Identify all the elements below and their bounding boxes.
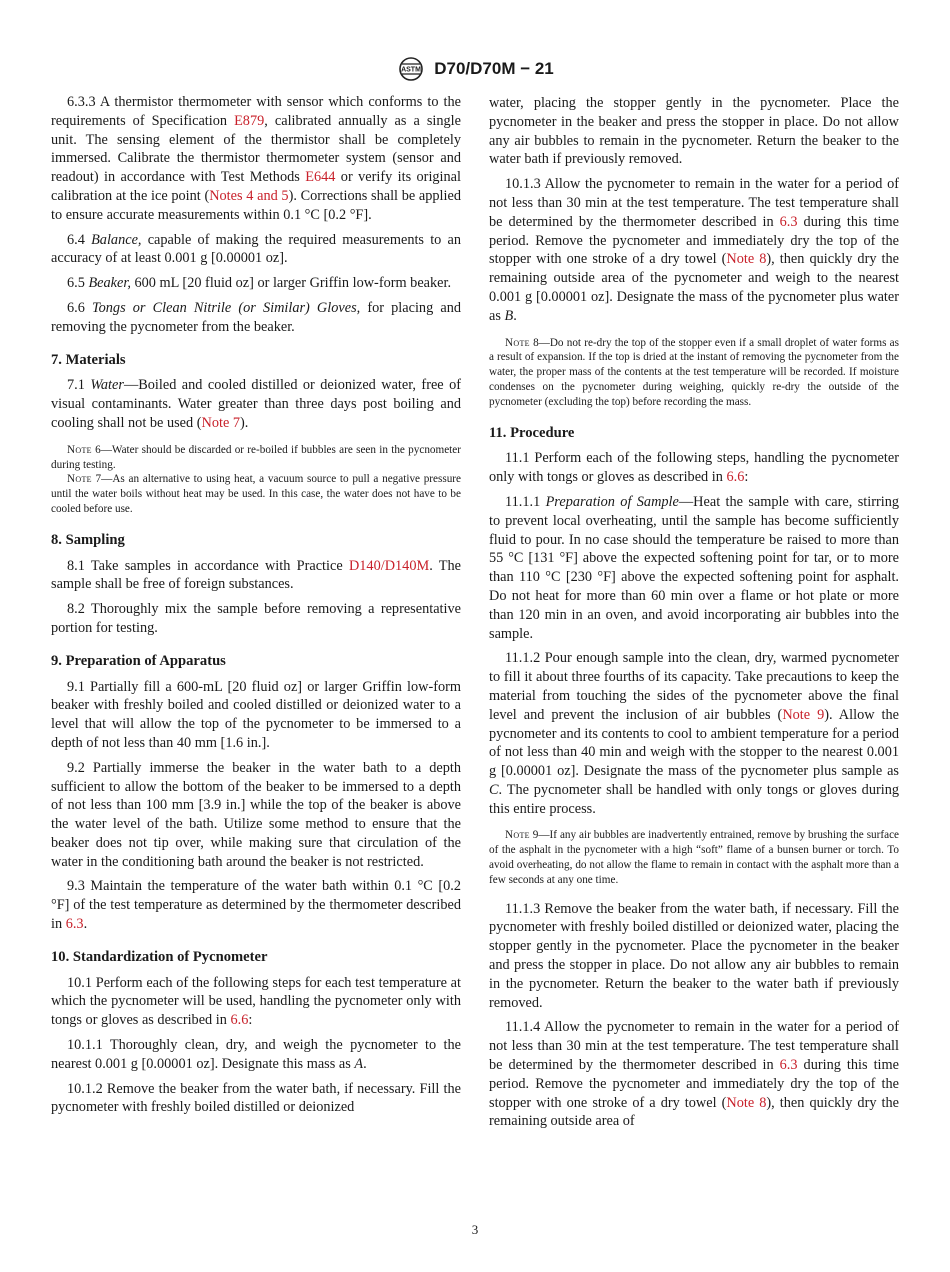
- section-heading-materials: 7. Materials: [51, 351, 126, 368]
- astm-logo: [396, 57, 426, 81]
- link-note-9[interactable]: Note 9: [782, 706, 825, 723]
- note-8: Note 8—Do not re-dry the top of the stopper even if a small droplet of water forms as a result of expansion. If the top is dried at the instant of removing the pycnometer from the water, the proper mass of the contents at the test temperature will be recorded. If moisture condenses on the pycnometer during weighing, quickly re-dry the outside of the pycnometer (excluding the top) before recording the mass.: [489, 336, 899, 408]
- paragraph-6-6: 6.6 Tongs or Clean Nitrile (or Similar) Gloves, for placing and removing the pycnometer from the beaker.: [51, 299, 461, 335]
- paragraph-9-3: 9.3 Maintain the temperature of the water bath within 0.1 °C [0.2 °F] of the test temperature as determined by the thermometer described in 6.3.: [51, 878, 461, 933]
- link-note-8[interactable]: Note 8: [726, 251, 767, 268]
- right-column: [489, 94, 899, 1137]
- left-column: [51, 93, 461, 1123]
- page-number: 3: [471, 1222, 479, 1237]
- link-6-3[interactable]: 6.3: [779, 1057, 798, 1074]
- paragraph-9-2: 9.2 Partially immerse the beaker in the water bath to a depth sufficient to allow the bottom of the beaker to be immersed to a depth of not less than 100 mm [3.9 in.] while the top of the beaker is above the water level of the bath. Utilize some method to ensure that the beaker does not tip over, while making sure that circulation of the water in the conditioning bath around the beaker is not restricted.: [51, 759, 461, 870]
- paragraph-11-1-1: 11.1.1 Preparation of Sample—Heat the sample with care, stirring to prevent local overheating, until the sample has become sufficiently fluid to pour. In no case should the temperature be raised to more than 55 °C [131 °F] above the expected softening point for tar, or to more than 110 °C [230 °F] above the expected softening point for asphalt. Do not heat for more than 60 min over a flame or hot plate or more than 120 min in an oven, and avoid incorporating air bubbles into the sample.: [489, 493, 899, 642]
- section-heading-sampling: 8. Sampling: [51, 531, 125, 548]
- paragraph-11-1-2: 11.1.2 Pour enough sample into the clean, dry, warmed pycnometer to fill it about three fourths of its capacity. Take precautions to keep the material from touching the sides of the pycnometer above the final level and prevent the inclusion of air bubbles (Note 9). Allow the pycnometer and its contents to cool to ambient temperature for a period of not less than 40 min and weigh with the stopper to the nearest 0.001 g [0.00001 oz]. Designate the mass of the pycnometer plus sample as C. The pycnometer shall be handled with only tongs or gloves during this entire process.: [489, 650, 899, 817]
- link-d140[interactable]: D140/D140M: [348, 557, 430, 574]
- link-6-6[interactable]: 6.6: [230, 1012, 249, 1029]
- paragraph-11-1-4: 11.1.4 Allow the pycnometer to remain in the water for a period of not less than 30 min at the test temperature. The test temperature shall be determined by the thermometer described in 6.3 during this time period. Remove the pycnometer and immediately dry the top of the stopper with one stroke of a dry towel (Note 8), then quickly dry the remaining outside area of: [489, 1019, 899, 1130]
- paragraph-10-1-2: 10.1.2 Remove the beaker from the water bath, if necessary. Fill the pycnometer with freshly boiled distilled or deionized: [51, 1080, 461, 1116]
- paragraph-10-1-3: 10.1.3 Allow the pycnometer to remain in the water for a period of not less than 30 min at the test temperature. The test temperature shall be determined by the thermometer described in 6.3 during this time period. Remove the pycnometer and immediately dry the top of the stopper with one stroke of a dry towel (Note 8), then quickly dry the remaining outside area of the pycnometer and weigh to the nearest 0.001 g [0.00001 oz]. Designate the mass of the pycnometer plus water as B.: [489, 176, 899, 324]
- notes-8: [489, 336, 899, 410]
- section-heading-procedure: 11. Procedure: [489, 424, 575, 441]
- note-6: Note 6—Water should be discarded or re-boiled if bubbles are seen in the pycnometer during testing.: [51, 443, 461, 471]
- paragraph-8-1: 8.1 Take samples in accordance with Practice D140/D140M. The sample shall be free of foreign substances.: [51, 557, 461, 593]
- paragraph-11-1: 11.1 Perform each of the following steps, handling the pycnometer only with tongs or gloves as described in 6.6:: [489, 450, 899, 486]
- paragraph-9-1: 9.1 Partially fill a 600-mL [20 fluid oz] or larger Griffin low-form beaker with freshly boiled and cooled distilled or deionized water to a level that will allow the top of the pycnometer to be immersed to a depth of not less than 40 mm [1.6 in.].: [51, 678, 461, 751]
- section-heading-standardization: 10. Standardization of Pycnometer: [51, 948, 268, 965]
- link-note-8[interactable]: Note 8: [726, 1094, 767, 1111]
- paragraph-6-3-3: 6.3.3 A thermistor thermometer with sensor which conforms to the requirements of Specification E879, calibrated annually as a single unit. The sensing element of the thermistor shall be completely immersed. Calibrate the thermistor thermometer system (sensor and readout) in accordance with Test Methods E644 or verify its original calibration at the ice point (Notes 4 and 5). Corrections shall be applied to ensure accurate measurements within 0.1 °C [0.2 °F].: [51, 94, 462, 223]
- page-header: [0, 56, 950, 82]
- notes-9: [489, 828, 899, 887]
- link-6-6[interactable]: 6.6: [726, 469, 745, 486]
- logo-text: ASTM: [401, 66, 422, 74]
- paragraph-6-5: 6.5 Beaker, 600 mL [20 fluid oz] or larger Griffin low-form beaker.: [67, 275, 452, 292]
- notes-6-7: [51, 443, 461, 517]
- note-7: Note 7—As an alternative to using heat, a vacuum source to pull a negative pressure until the water boils without heat may be used. In this case, the water does not have to be cooled before use.: [51, 473, 461, 515]
- link-notes-4-5[interactable]: Notes 4 and 5: [209, 187, 289, 204]
- link-6-3[interactable]: 6.3: [65, 916, 84, 933]
- paragraph-11-1-3: 11.1.3 Remove the beaker from the water bath, if necessary. Fill the pycnometer with freshly boiled distilled or deionized water, placing the stopper gently in the pycnometer. Place the pycnometer in the beaker and press the stopper in place. Do not allow any air bubbles to remain in the pycnometer. Return the beaker to the water bath if previously removed.: [489, 900, 899, 1011]
- paragraph-6-4: 6.4 Balance, capable of making the required measurements to an accuracy of at least 0.001 g [0.00001 oz].: [51, 231, 462, 267]
- paragraph-8-2: 8.2 Thoroughly mix the sample before removing a representative portion for testing.: [51, 601, 461, 636]
- document-designation: D70/D70M − 21: [434, 59, 554, 78]
- paragraph-10-1-2-continued: water, placing the stopper gently in the pycnometer. Place the pycnometer in the beaker and press the stopper in place. Do not allow any air bubbles to remain in the pycnometer. Return the beaker to the water bath if previously removed.: [489, 95, 899, 168]
- paragraph-7-1: 7.1 Water—Boiled and cooled distilled or deionized water, free of visual contaminants. Water greater than three days post boiling and cooling shall not be used (Note 7).: [51, 377, 461, 431]
- note-9: Note 9—If any air bubbles are inadvertently entrained, remove by brushing the surface of the asphalt in the pycnometer with a high “soft” flame of a bunsen burner or torch. To avoid overheating, do not allow the flame to remain in contact with the asphalt more than a few seconds at any one time.: [489, 829, 899, 886]
- link-e879[interactable]: E879: [234, 112, 265, 129]
- paragraph-10-1: 10.1 Perform each of the following steps for each test temperature at which the pycnometer will be used, handling the pycnometer only with tongs or gloves as described in 6.6:: [51, 974, 461, 1029]
- paragraph-10-1-1: 10.1.1 Thoroughly clean, dry, and weigh the pycnometer to the nearest 0.001 g [0.00001 oz]. Designate this mass as A.: [51, 1037, 461, 1072]
- link-e644[interactable]: E644: [305, 169, 336, 186]
- link-6-3[interactable]: 6.3: [779, 213, 798, 230]
- link-note-7[interactable]: Note 7: [201, 414, 241, 431]
- section-heading-preparation: 9. Preparation of Apparatus: [51, 652, 226, 669]
